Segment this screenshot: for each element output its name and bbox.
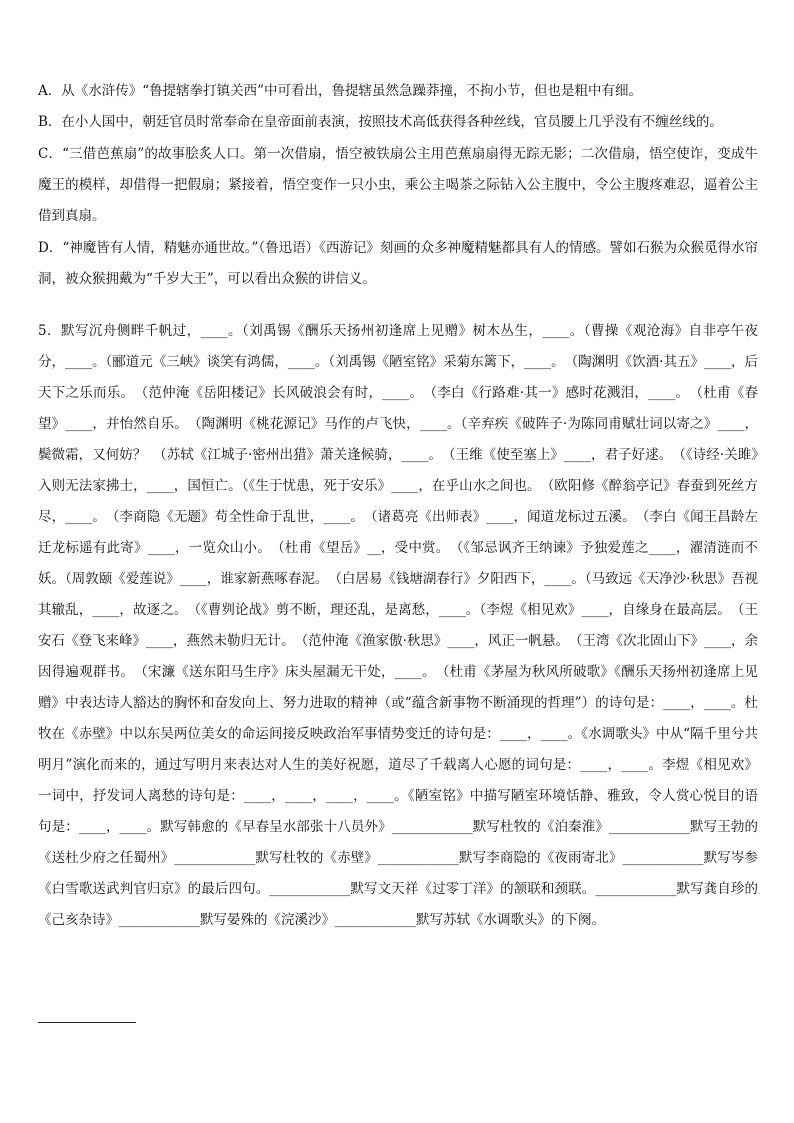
option-d: D．“神魔皆有人情，精魅亦通世故。”（鲁迅语）《西游记》刻画的众多神魔精魅都具有人的情感。譬如石猴为众猴觅得水帘洞，被众猴拥戴为“千岁大王”，可以看出众猴的讲信义。 — [38, 240, 758, 287]
option-c: C．“三借芭蕉扇”的故事脍炙人口。第一次借扇，悟空被铁扇公主用芭蕉扇扇得无踪无影；二次借扇，悟空使诈，变成牛魔王的模样，却借得一把假扇；紧接着，悟空变作一只小虫，乘公主喝茶之际钻入公主腹中，令公主腹疼难忍，逼着公主借到真扇。 — [38, 146, 758, 224]
question-5-text: 5．默写沉舟侧畔千帆过，____。（刘禹锡《酬乐天扬州初逢席上见赠》树木丛生，____。（曹操《观沧海》自非亭午夜分，____。（郦道元《三峡》谈笑有鸿儒，____。（刘禹锡《陋室铭》采菊东篱下，____。 （陶渊明《饮酒·其五》____，后天下之乐而乐。 （范仲淹《岳阳楼记》长风破浪会有时，____。 （李白《行路难·其一》感时花溅泪，____。 （杜甫《春望》____，并怡然自乐。 （陶渊明《桃花源记》马作的卢飞快，____。（辛弃疾《破阵子·为陈同甫赋壮词以寄之》____，鬓微霜，又何妨？ （苏轼《江城子·密州出猎》萧关逢候骑，____。 （王维《使至塞上》____，君子好逑。 （《诗经·关雎》入则无法家拂士，____，国恒亡。（《生于忧患，死于安乐》____，在乎山水之间也。 （欧阳修《醉翁亭记》春蚕到死丝方尽，____。 （李商隐《无题》苟全性命于乱世，____。 （诸葛亮《出师表》____，闻道龙标过五溪。 （李白《闻王昌龄左迁龙标遥有此寄》____，一览众山小。 （杜甫《望岳》__，受中赏。 （《邹忌讽齐王纳谏》予独爱莲之____，濯清涟而不妖。（周敦颐《爱莲说》____，谁家新燕啄春泥。 （白居易《钱塘湖春行》夕阳西下，____。（马致远《天净沙·秋思》吾视其辙乱，____，故逐之。 （《曹刿论战》剪不断，理还乱，是离愁，____。（李煜《相见欢》____，自缘身在最高层。 （王安石《登飞来峰》____，燕然未勒归无计。 （范仲淹《渔家傲·秋思》____，风正一帆悬。 （王湾《次北固山下》____，余因得遍观群书。 （宋濂《送东阳马生序》床头屋漏无干处，____。 （杜甫《茅屋为秋风所破歌》《酬乐天扬州初逢席上见赠》中表达诗人豁达的胸怀和奋发向上、努力进取的精神（或“蕴含新事物不断涌现的哲理”）的诗句是：____，____。杜牧在《赤壁》中以东吴两位美女的命运间接反映政治军事情势变迁的诗句是：____，____。《水调歌头》中从“隔千里兮共明月”演化而来的，通过写明月来表达对人生的美好祝愿，道尽了千载离人心愿的词句是：____，____。李煜《相见欢》一词中，抒发词人离愁的诗句是：____，____，____，____。《陋室铭》中描写陋室环境恬静、雅致，令人赏心悦目的语句是：____，____。默写韩愈的《早春呈水部张十八员外》____________默写杜牧的《泊秦淮》____________默写王勃的《送杜少府之任蜀州》____________默写杜牧的《赤壁》____________默写李商隐的《夜雨寄北》____________默写岑参《白雪歌送武判官归京》的最后四句。____________默写文天祥《过零丁洋》的颔联和颈联。____________默写龚自珍的《己亥杂诗》____________默写晏殊的《浣溪沙》____________默写苏轼《水调歌头》的下阕。 — [38, 323, 758, 928]
option-b: B．在小人国中，朝廷官员时常奉命在皇帝面前表演，按照技术高低获得各种丝线，官员腰上几乎没有不缠丝线的。 — [38, 114, 723, 130]
answer-blank-line — [38, 1022, 136, 1023]
option-a: A．从《水浒传》“鲁提辖拳打镇关西”中可看出，鲁提辖虽然急躁莽撞，不拘小节，但也是粗中有细。 — [38, 83, 643, 99]
